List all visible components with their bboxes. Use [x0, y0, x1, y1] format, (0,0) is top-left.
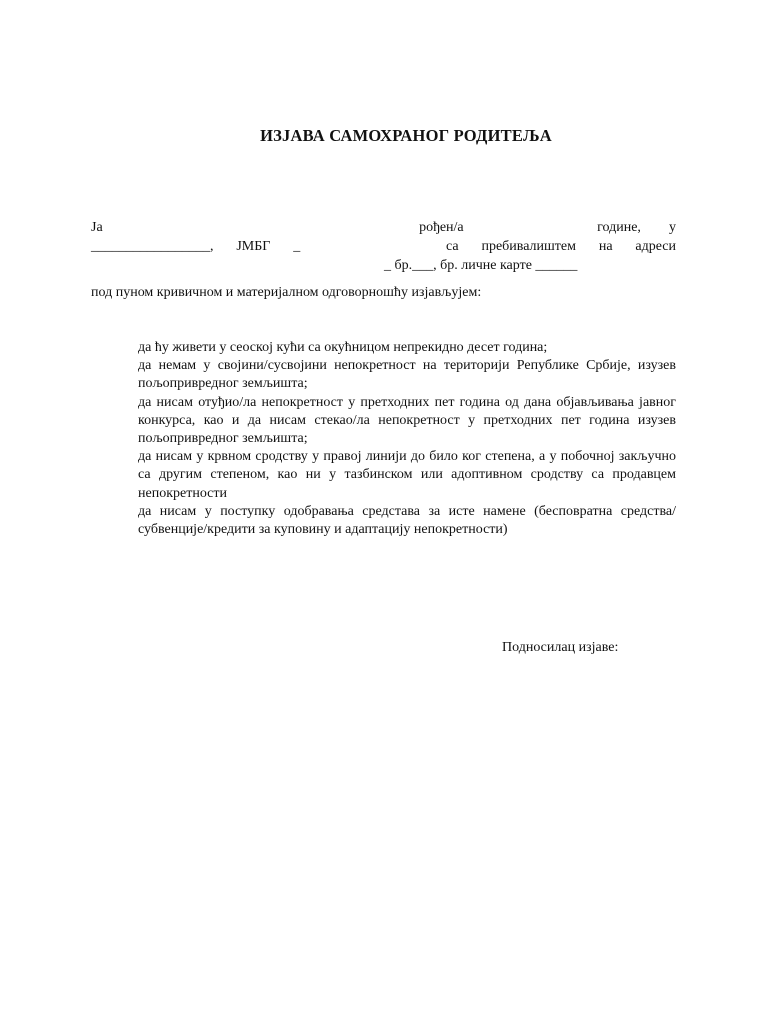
with-label: са — [446, 239, 459, 254]
personal-data-row-1 — [91, 220, 676, 236]
born-label: рођен/а — [419, 220, 464, 235]
declaration-item: да ћу живети у сеоској кући са окућницом непрекидно десет година; — [138, 340, 548, 355]
declaration-items — [138, 339, 676, 539]
declaration-intro: под пуном кривичном и материјалном одговорношћу изјављујем: — [91, 285, 482, 300]
ja-label: Ја — [91, 220, 103, 235]
address-label: адреси — [635, 239, 676, 254]
signer-label: Подносилац изјаве: — [502, 640, 619, 655]
on-label: на — [598, 239, 613, 254]
name-blank: _________________, — [91, 239, 214, 254]
address-id-row: _ бр.___, бр. личне карте ______ — [384, 258, 578, 273]
jmbg-blank: _ — [293, 239, 301, 254]
year-label: године, — [597, 220, 641, 235]
document-title: ИЗЈАВА САМОХРАНОГ РОДИТЕЉА — [260, 126, 552, 145]
personal-data-row-2 — [91, 239, 676, 255]
jmbg-label: ЈМБГ — [236, 239, 271, 254]
residence-label: пребивалиштем — [481, 239, 576, 254]
declaration-item: да нисам у поступку одобравања средстава за исте намене (бесповратна средства/субвенције/кредити за куповину и адаптацију непокретности) — [138, 503, 676, 538]
declaration-item: да немам у својини/сусвојини непокретност на територији Републике Србије, изузев пољопривредног земљишта; — [138, 358, 676, 392]
declaration-item: да нисам у крвном сродству у правој линији до било ког степена, а у побочној закључно са другим степеном, као ни у тазбинском или адоптивном сродству са продавцем непокретности — [138, 449, 676, 501]
in-label: у — [669, 220, 676, 235]
declaration-item: да нисам отуђио/ла непокретност у претходних пет година од дана објављивања јавног конкурса, као и да нисам стекао/ла непокретност у претходних пет година изузев пољопривредног земљишта; — [138, 394, 676, 447]
